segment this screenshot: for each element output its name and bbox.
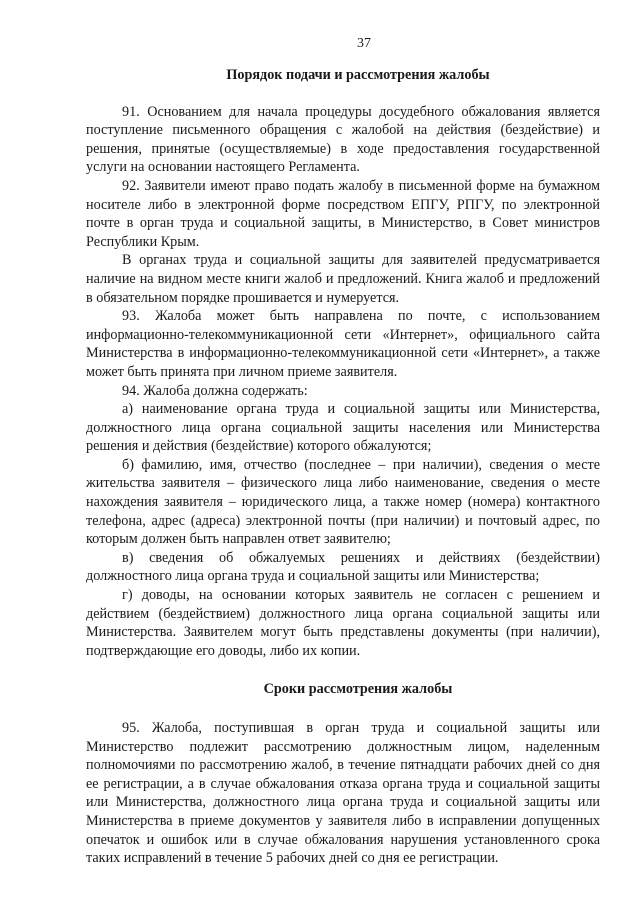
section-heading-review-deadlines: Сроки рассмотрения жалобы bbox=[263, 681, 453, 698]
paragraph-94: 94. Жалоба должна содержать: bbox=[122, 382, 308, 399]
paragraph-94-b: б) фамилию, имя, отчество (последнее – при наличии), сведения о месте жительства заявителя – физического лица либо наименование, сведения о месте нахождения заявителя – юридического лица, а также номер (номера) контактного телефона, адрес (адреса) электронной почты (при наличии) и почтовый адрес, по которым должен быть направлен ответ заявителю; bbox=[86, 456, 600, 548]
paragraph-94-g: г) доводы, на основании которых заявитель не согласен с решением и действием (бездействием) должностного лица органа социальной защиты или Министерства. Заявителем могут быть представлены документы (при наличии), подтверждающие его доводы, либо их копии. bbox=[86, 587, 600, 659]
paragraph-93: 93. Жалоба может быть направлена по почте, с использованием информационно-телекоммуникационной сети «Интернет», официального сайта Министерства в информационно-телекоммуникационной сети «Интернет», а также может быть принята при личном приеме заявителя. bbox=[86, 308, 600, 380]
section-heading-complaint-procedure: Порядок подачи и рассмотрения жалобы bbox=[226, 67, 490, 83]
document-body bbox=[86, 66, 600, 868]
paragraph-94-v: в) сведения об обжалуемых решениях и действиях (бездействии) должностного лица органа труда и социальной защиты или Министерства; bbox=[86, 549, 600, 585]
paragraph-95: 95. Жалоба, поступившая в орган труда и социальной защиты или Министерство подлежит рассмотрению должностным лицом, наделенным полномочиями по рассмотрению жалоб, в течение пятнадцати рабочих дней со дня ее регистрации, а в случае обжалования отказа органа труда и социальной защиты или Министерства, должностного лица органа труда и социальной защиты или Министерства в приеме документов у заявителя либо в исправлении допущенных опечаток и ошибок или в случае обжалования нарушения установленного срока таких исправлений в течение 5 рабочих дней со дня ее регистрации. bbox=[86, 720, 600, 867]
paragraph-92: 92. Заявители имеют право подать жалобу в письменной форме на бумажном носителе либо в электронной форме посредством ЕПГУ, РПГУ, по электронной почте в орган труда и социальной защиты, в Министерство, в Совет министров Республики Крым. bbox=[86, 177, 600, 250]
paragraph-94-a: а) наименование органа труда и социальной защиты или Министерства, должностного лица органа социальной защиты населения или Министерства решения и действия (бездействие) которого обжалуются; bbox=[86, 401, 600, 455]
page-number: 37 bbox=[357, 36, 371, 51]
paragraph-91: 91. Основанием для начала процедуры досудебного обжалования является поступление письменного обращения с жалобой на действия (бездействие) и решения, принятые (осуществляемые) в ходе предоставления государственной услуги на основании настоящего Регламента. bbox=[86, 103, 600, 176]
paragraph-complaint-book: В органах труда и социальной защиты для заявителей предусматривается наличие на видном месте книги жалоб и предложений. Книга жалоб и предложений в обязательном порядке прошивается и нумеруется. bbox=[86, 252, 600, 306]
